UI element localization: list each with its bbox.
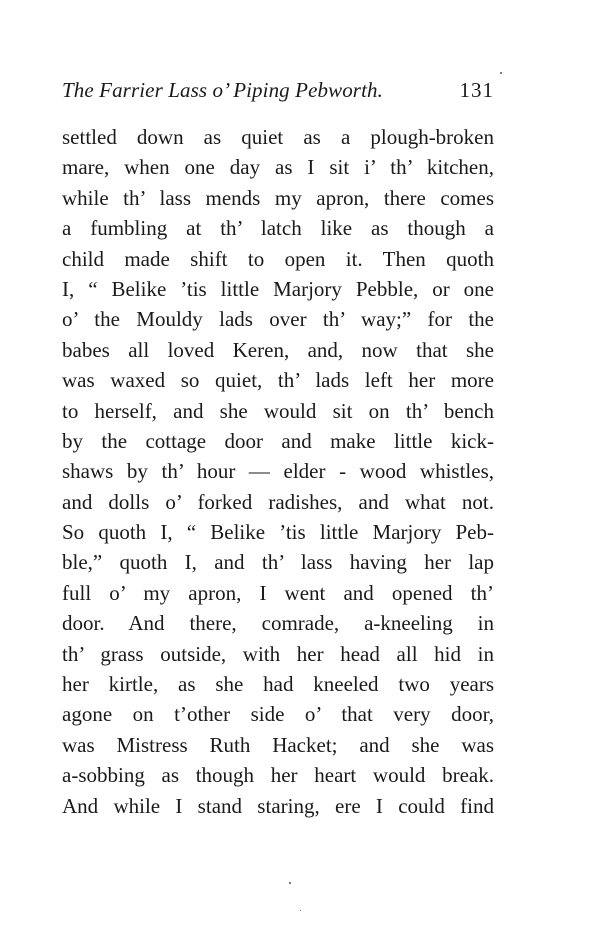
text-line: while th’ lass mends my apron, there comes <box>62 185 494 210</box>
text-line: ble,” quoth I, and th’ lass having her lap <box>62 550 494 575</box>
text-line: child made shift to open it. Then quoth <box>62 246 494 271</box>
text-line: was waxed so quiet, th’ lads left her more <box>62 368 494 393</box>
body-text <box>62 122 494 821</box>
text-line: o’ the Mouldy lads over th’ way;” for the <box>62 307 494 332</box>
text-line: I, “ Belike ’tis little Marjory Pebble, or one <box>62 276 494 301</box>
text-line: to herself, and she would sit on th’ bench <box>62 398 494 423</box>
running-head <box>62 76 494 106</box>
running-title: The Farrier Lass o’ Piping Pebworth. <box>62 78 383 102</box>
text-line: settled down as quiet as a plough-broken <box>62 125 494 149</box>
page-number: 131 <box>459 78 494 102</box>
text-line: door. And there, comrade, a-kneeling in <box>62 611 494 636</box>
text-line: shaws by th’ hour — elder - wood whistles, <box>62 459 494 484</box>
scan-speck <box>300 910 301 911</box>
text-line: and dolls o’ forked radishes, and what not. <box>62 489 494 514</box>
scan-speck <box>500 72 502 74</box>
text-line: a fumbling at th’ latch like as though a <box>62 216 494 241</box>
text-line: a-sobbing as though her heart would break. <box>62 763 494 788</box>
text-line: And while I stand staring, ere I could find <box>62 793 494 818</box>
text-line: babes all loved Keren, and, now that she <box>62 337 494 362</box>
text-line: full o’ my apron, I went and opened th’ <box>62 580 494 605</box>
text-line: was Mistress Ruth Hacket; and she was <box>62 732 494 757</box>
scan-speck <box>289 882 291 884</box>
text-line: So quoth I, “ Belike ’tis little Marjory Peb- <box>62 520 494 545</box>
text-line: her kirtle, as she had kneeled two years <box>62 672 494 697</box>
text-line: mare, when one day as I sit i’ th’ kitchen, <box>62 155 494 180</box>
text-line: by the cottage door and make little kick- <box>62 428 494 453</box>
text-line: th’ grass outside, with her head all hid in <box>62 641 494 666</box>
text-line: agone on t’other side o’ that very door, <box>62 702 494 727</box>
